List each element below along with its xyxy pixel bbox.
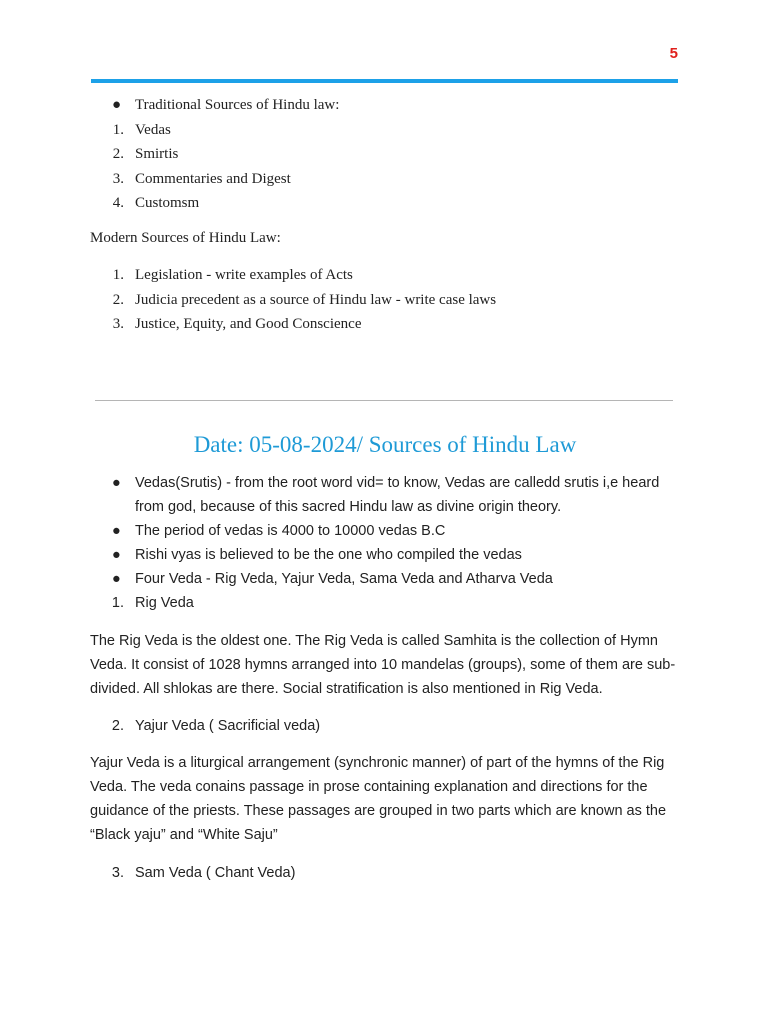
section-divider: [95, 400, 673, 401]
bullet-icon: ●: [112, 571, 121, 587]
list-item: ● The period of vedas is 4000 to 10000 vedas B.C: [90, 519, 680, 543]
list-item: [90, 93, 680, 118]
list-item: ● Vedas(Srutis) - from the root word vid= to know, Vedas are calledd srutis i,e heard from god, because of this sacred Hindu law as divine origin theory.: [90, 471, 680, 519]
list-item: 3. Commentaries and Digest: [112, 170, 291, 187]
list-item: ● Rishi vyas is believed to be the one who compiled the vedas: [90, 543, 680, 567]
modern-sources-section: [90, 263, 680, 337]
yajur-veda-paragraph: Yajur Veda is a liturgical arrangement (synchronic manner) of part of the hymns of the Rig Veda. The veda conains passage in prose containing explanation and directions for the guidance of the priests. These passages are grouped in two parts which are known as the “Black yaju” and “White Saju”: [90, 755, 667, 843]
yajur-veda-item: [90, 714, 680, 738]
list-item: 1. Legislation - write examples of Acts: [112, 267, 353, 283]
bullet-icon: ●: [112, 97, 122, 113]
list-item: 2. Smirtis: [112, 146, 179, 162]
list-item: 1. Vedas: [112, 121, 171, 138]
list-item: 4. Customsm: [112, 195, 200, 211]
list-item-rig-veda: 1. Rig Veda: [111, 595, 194, 611]
traditional-heading: Traditional Sources of Hindu law:: [135, 97, 340, 113]
list-item: 2. Judicia precedent as a source of Hindu law - write case laws: [112, 291, 497, 308]
veda-bullets-section: [90, 471, 680, 615]
list-item: 3. Justice, Equity, and Good Conscience: [112, 316, 362, 332]
list-item: 2. Yajur Veda ( Sacrificial veda): [111, 718, 321, 734]
page-number: 5: [669, 45, 678, 62]
bullet-icon: ●: [112, 547, 121, 563]
bullet-icon: ●: [112, 475, 121, 491]
sam-veda-item: [90, 861, 680, 885]
section-title: Date: 05-08-2024/ Sources of Hindu Law: [193, 432, 577, 457]
modern-sources-heading: Modern Sources of Hindu Law:: [90, 230, 281, 246]
rig-veda-paragraph: The Rig Veda is the oldest one. The Rig Veda is called Samhita is the collection of Hymn Veda. It consist of 1028 hymns arranged into 10 mandelas (groups), some of them are sub-divided. All shlokas are there. Social stratification is also mentioned in Rig Veda.: [90, 633, 676, 697]
header-accent-bar: [91, 79, 678, 83]
list-item: 3. Sam Veda ( Chant Veda): [111, 865, 296, 881]
list-item: ● Four Veda - Rig Veda, Yajur Veda, Sama Veda and Atharva Veda: [90, 567, 680, 591]
bullet-icon: ●: [112, 523, 121, 539]
traditional-sources-section: [90, 93, 680, 216]
